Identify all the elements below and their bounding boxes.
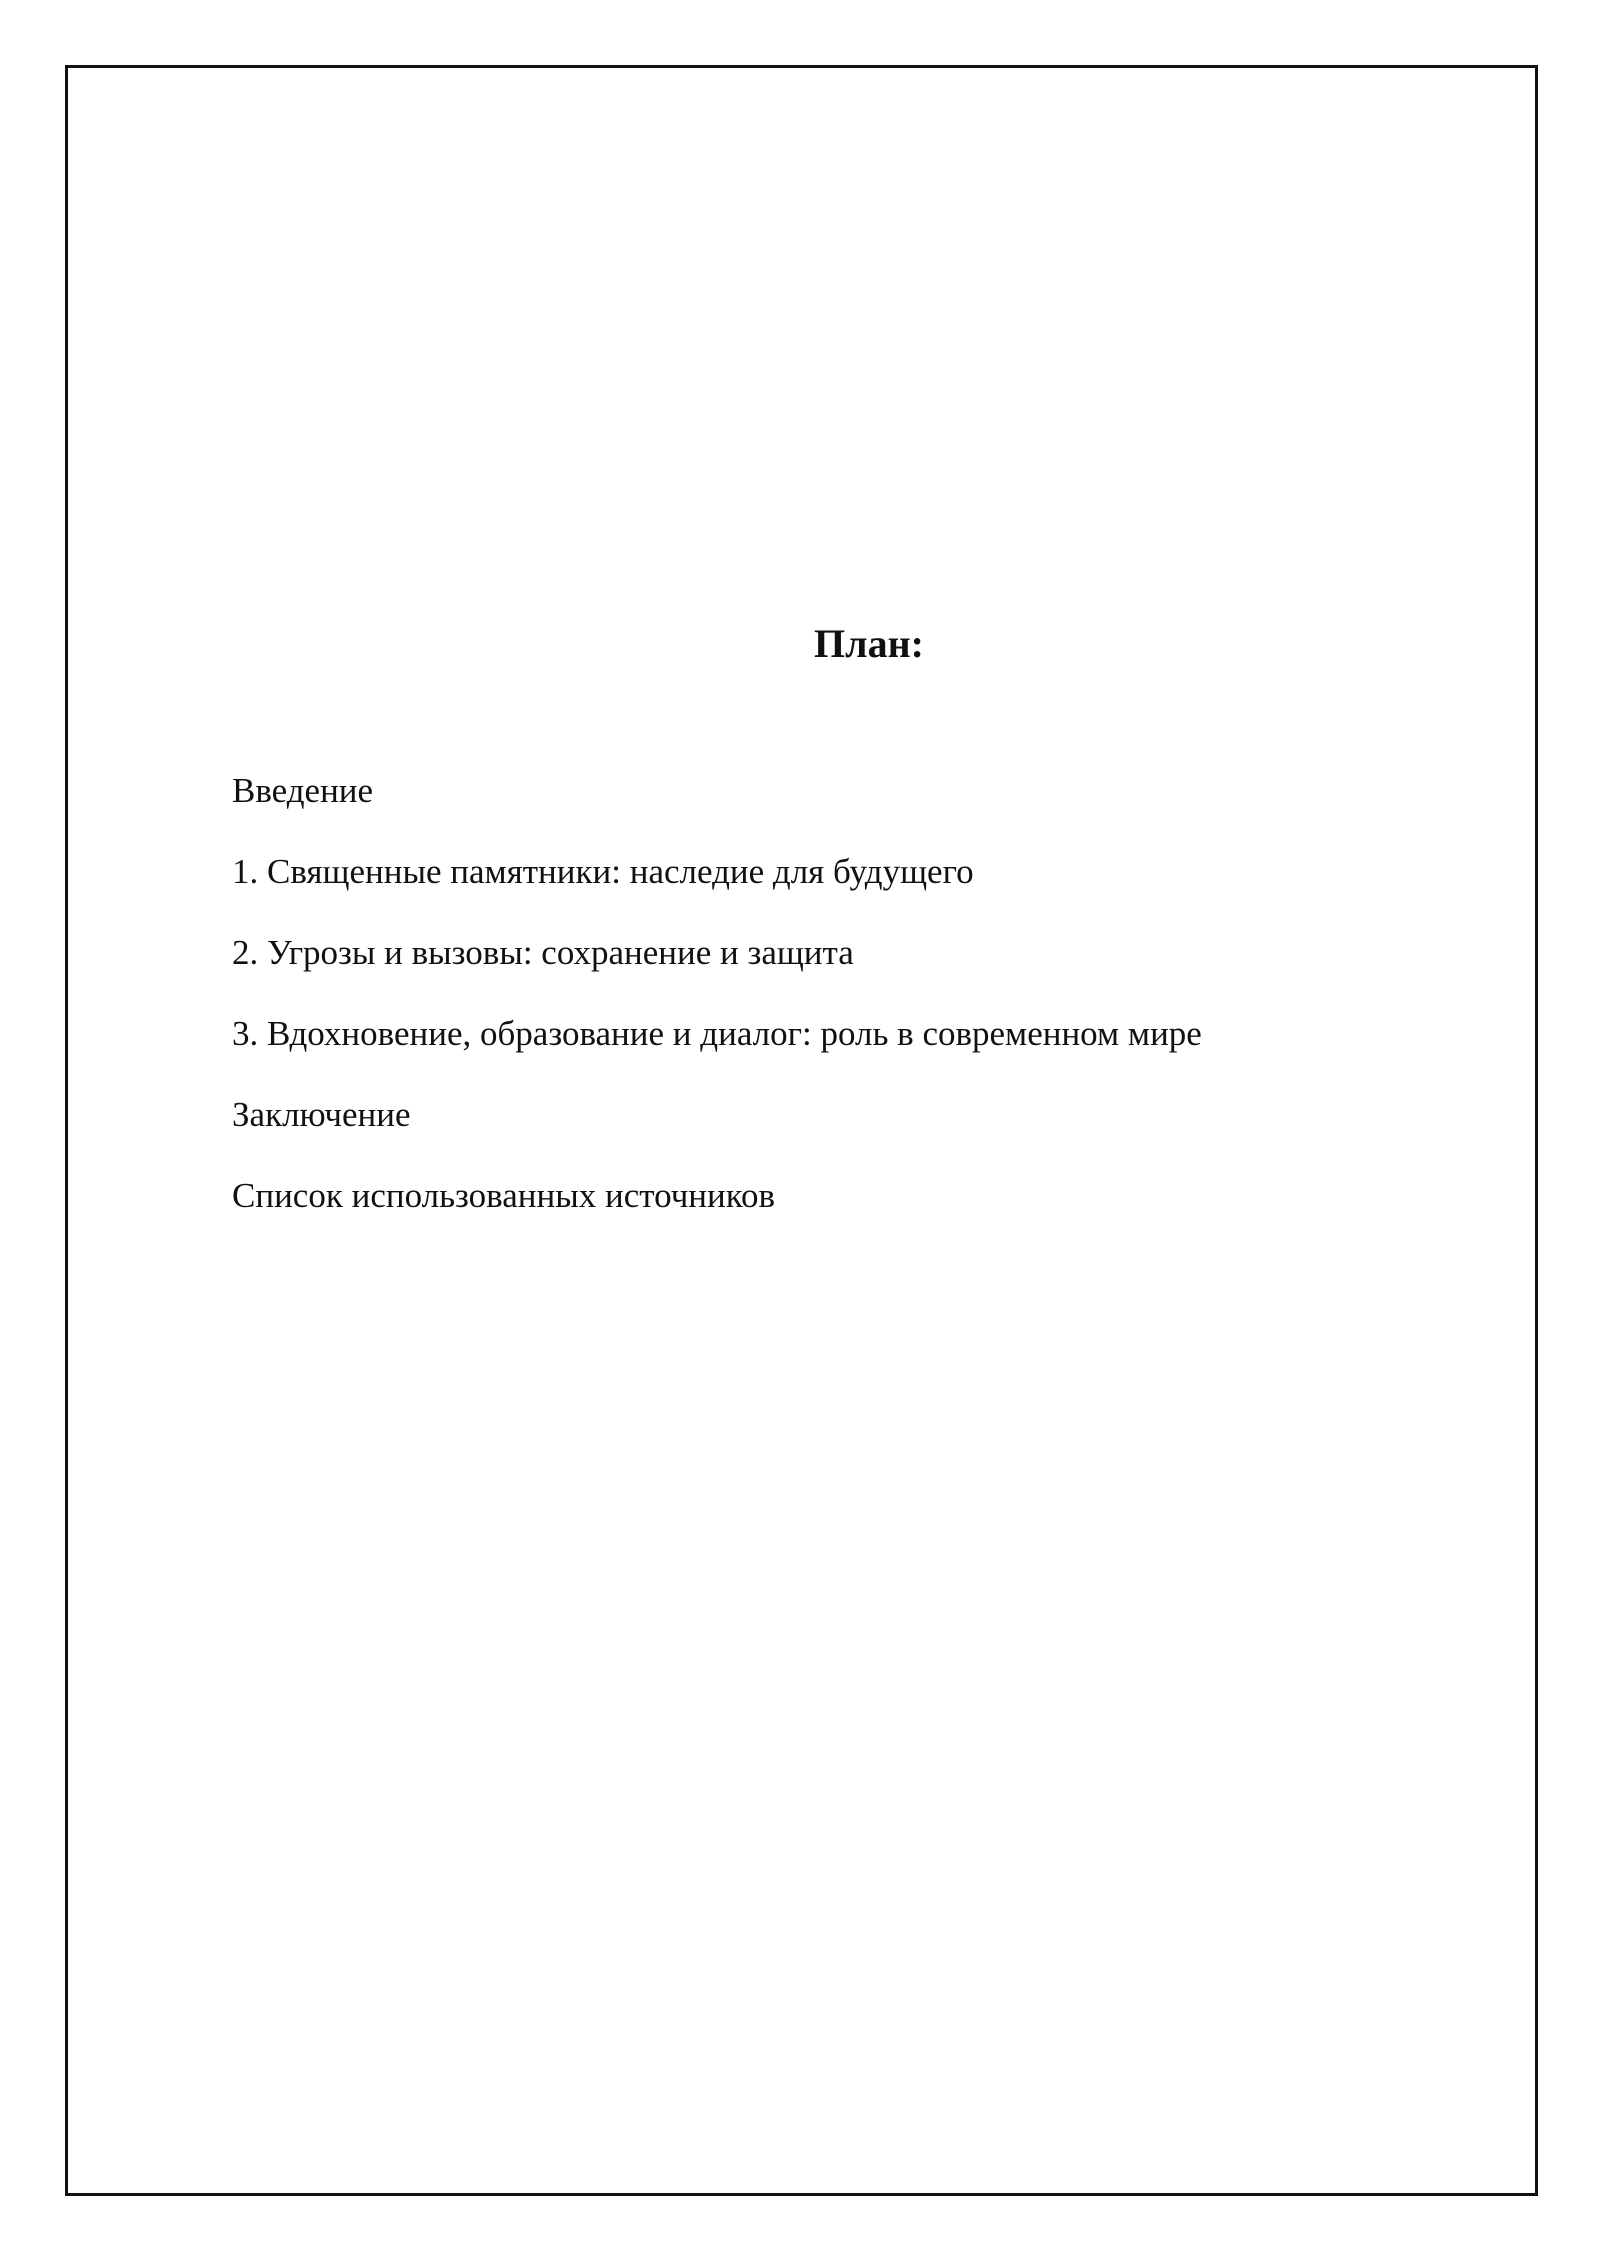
toc-item-section-1: 1. Священные памятники: наследие для будущего [232,852,974,891]
toc-item-section-3: 3. Вдохновение, образование и диалог: роль в современном мире [232,1014,1202,1053]
toc-item-conclusion: Заключение [232,1095,411,1134]
page-border [65,65,1538,2196]
toc-item-introduction: Введение [232,771,374,810]
table-of-contents [232,768,1202,1254]
toc-item-section-2: 2. Угрозы и вызовы: сохранение и защита [232,933,854,972]
toc-item-references: Список использованных источников [232,1176,776,1215]
page-title: План: [814,621,924,666]
